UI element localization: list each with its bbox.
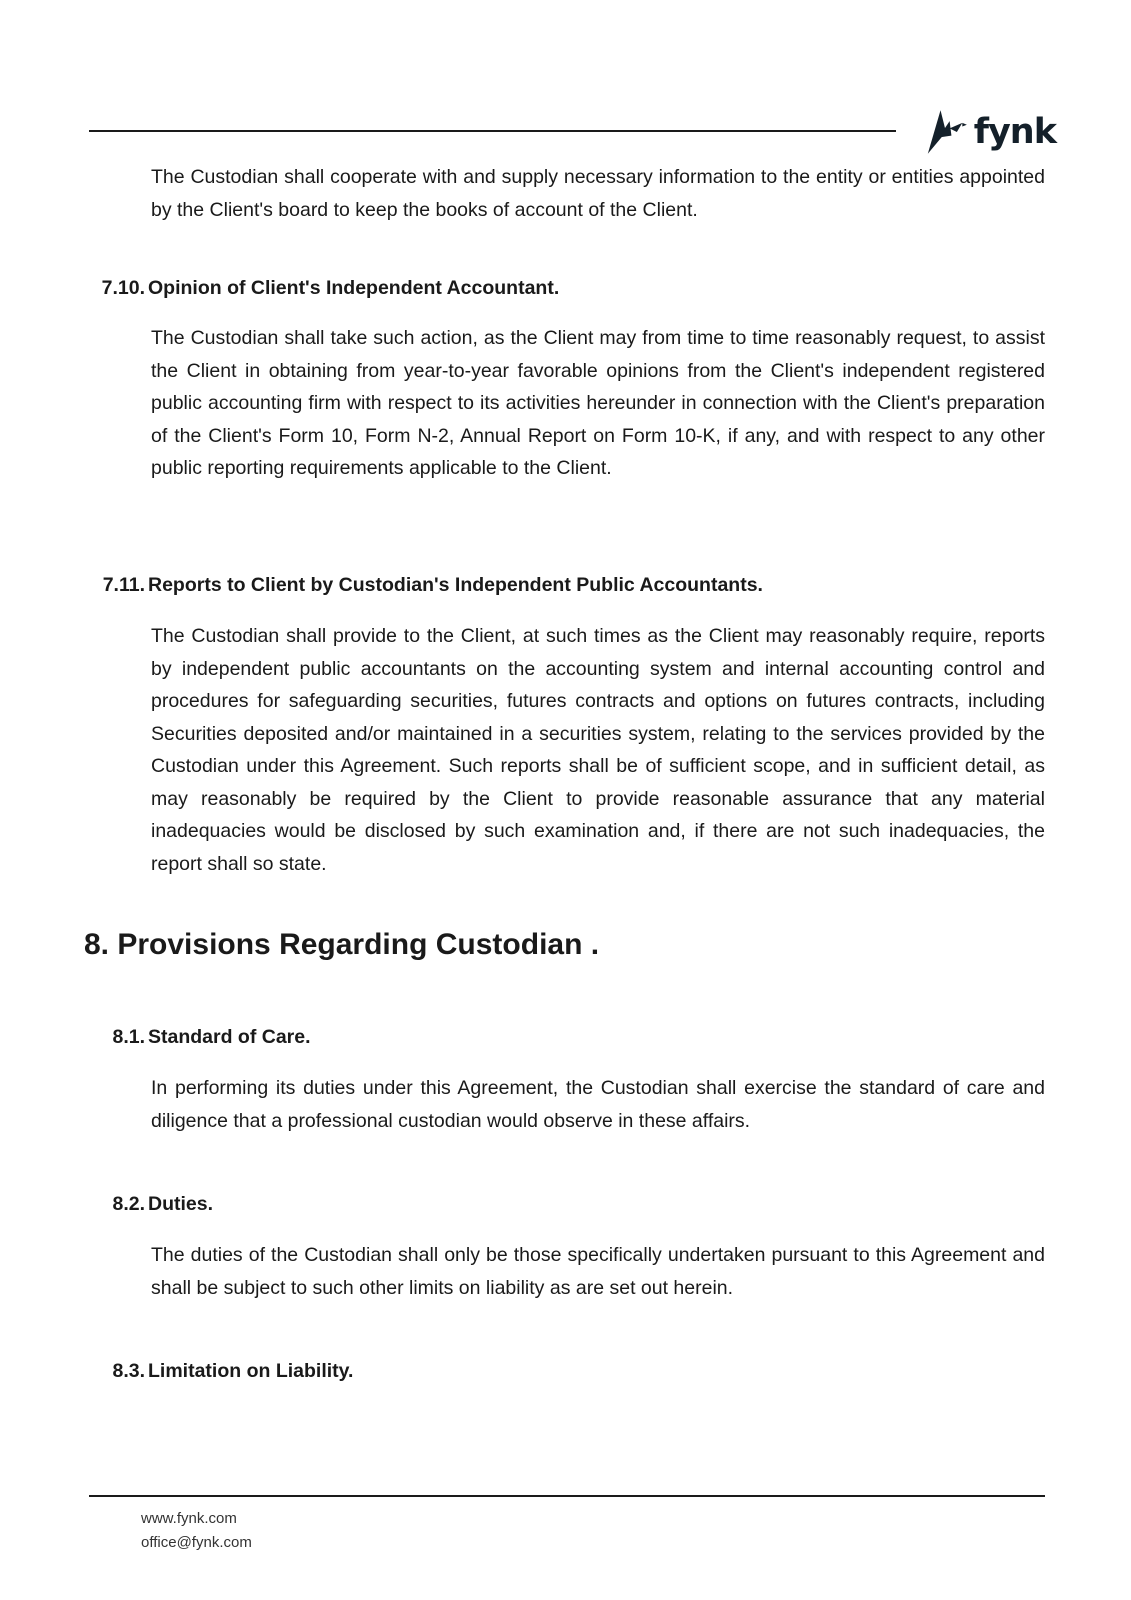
subsection-title: Reports to Client by Custodian's Independent Public Accountants. (148, 574, 763, 596)
subsection-number: 8.2. (112, 1193, 145, 1215)
footer-email: office@fynk.com (141, 1534, 252, 1551)
subsection-title: Limitation on Liability. (148, 1360, 354, 1382)
section-title: 8. Provisions Regarding Custodian . (84, 928, 600, 961)
intro-paragraph: The Custodian shall cooperate with and supply necessary information to the entity or entities appointed by the Client's board to keep the books of account of the Client. (151, 166, 1045, 221)
footer-divider (89, 1495, 1045, 1497)
subsection-title: Duties. (148, 1193, 214, 1215)
subsection-number: 8.3. (112, 1360, 145, 1382)
subsection-heading-7-10 (60, 275, 1060, 301)
fynk-logo (926, 104, 1056, 160)
subsection-title: Standard of Care. (148, 1026, 311, 1048)
subsection-body-8-1: In performing its duties under this Agreement, the Custodian shall exercise the standard of care and diligence that a professional custodian would observe in these affairs. (151, 1077, 1045, 1132)
subsection-body-7-10: The Custodian shall take such action, as the Client may from time to time reasonably request, to assist the Client in obtaining from year-to-year favorable opinions from the Client's independent registered public accounting firm with respect to its activities hereunder in connection with the Client's preparation of the Client's Form 10, Form N-2, Annual Report on Form 10-K, if any, and with respect to any other public reporting requirements applicable to the Client. (151, 327, 1045, 479)
subsection-heading-7-11 (60, 572, 1060, 598)
subsection-number: 7.10. (101, 277, 145, 299)
bird-logo-icon (926, 106, 968, 158)
subsection-title: Opinion of Client's Independent Accountant. (148, 277, 560, 299)
subsection-body-7-11: The Custodian shall provide to the Client, at such times as the Client may reasonably require, reports by independent public accountants on the accounting system and internal accounting control and procedures for safeguarding securities, futures contracts and options on futures contracts, including Securities deposited and/or maintained in a securities system, relating to the services provided by the Custodian under this Agreement. Such reports shall be of sufficient scope, and in sufficient detail, as may reasonably be required by the Client to provide reasonable assurance that any material inadequacies would be disclosed by such examination and, if there are not such inadequacies, the report shall so state. (151, 625, 1045, 875)
subsection-body-8-2: The duties of the Custodian shall only be those specifically undertaken pursuant to this Agreement and shall be subject to such other limits on liability as are set out herein. (151, 1244, 1045, 1299)
subsection-number: 7.11. (102, 574, 145, 596)
header-divider (89, 130, 896, 132)
logo-wordmark: fynk (973, 111, 1056, 152)
subsection-heading-8-1 (60, 1024, 1060, 1050)
subsection-heading-8-2 (60, 1191, 1060, 1217)
footer-website: www.fynk.com (141, 1510, 237, 1527)
subsection-heading-8-3 (60, 1358, 1060, 1384)
subsection-number: 8.1. (112, 1026, 145, 1048)
